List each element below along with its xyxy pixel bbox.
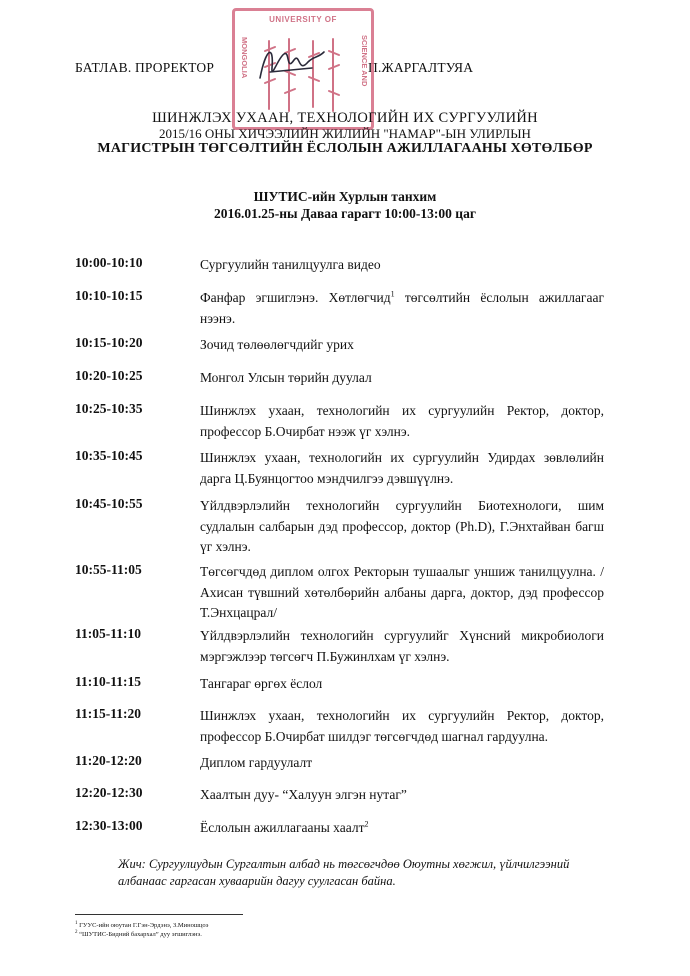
schedule-text: Төгсөгчдөд диплом олгох Ректорын тушаалыг уншиж танилцуулна. /Ахисан түвшний хөтөлбөрийн албаны дарга, доктор, дэд профессор Т.Энхцацрал/ <box>200 564 604 620</box>
footnote: $^2$ “ШУТИС-Бидний бахархал” дуу эгшиглэнэ. <box>75 930 202 939</box>
schedule-time: 10:45-10:55 <box>75 496 143 511</box>
schedule-text: Тангараг өргөх ёслол <box>200 676 323 691</box>
schedule-time: 11:05-11:10 <box>75 626 141 641</box>
schedule-time: 12:20-12:30 <box>75 785 143 800</box>
venue-datetime: 2016.01.25-ны Даваа гарагт 10:00-13:00 цаг <box>214 206 476 221</box>
schedule-time: 10:35-10:45 <box>75 448 143 463</box>
footnote: $^1$ ГУУС-ийн оюутан Г.Гэн-Эрдэнэ, З.Миношцоэ <box>75 921 209 930</box>
footnote-ref: 1 <box>390 289 395 299</box>
schedule-time: 10:20-10:25 <box>75 368 143 383</box>
schedule-text: Шинжлэх ухаан, технологийн их сургуулийн Ректор, доктор, профессор Б.Очирбат нээж үг хэлнэ. <box>200 403 604 439</box>
approval-label: БАТЛАВ. ПРОРЕКТОР <box>75 60 215 75</box>
header-line-2: 2015/16 ОНЫ ХИЧЭЭЛИЙН ЖИЛИЙН "НАМАР"-ЫН УЛИРЛЫН <box>159 126 531 141</box>
schedule-text: Диплом гардуулалт <box>200 755 313 770</box>
schedule-time: 11:20-12:20 <box>75 753 142 768</box>
note-text: Жич: Сургуулиудын Сургалтын албад нь төгсөгчдөө Оюутны хөгжил, үйлчилгээний албанаас гаргасан хуваарийн дагуу суулгасан байна. <box>118 857 570 888</box>
schedule-text: Ёслолын ажиллагааны хаалт$^2$ <box>200 819 369 835</box>
schedule-text: Шинжлэх ухаан, технологийн их сургуулийн Удирдах зөвлөлийн дарга Ц.Буянцогтоо мэндчилгээ дэвшүүлнэ. <box>200 450 604 486</box>
schedule-time: 12:30-13:00 <box>75 818 143 833</box>
schedule-text: Шинжлэх ухаан, технологийн их сургуулийн Ректор, доктор, профессор Б.Очирбат шилдэг төгсөгчдөд шагнал гардуулна. <box>200 708 604 744</box>
schedule-time: 11:15-11:20 <box>75 706 141 721</box>
schedule-text: Фанфар эгшиглэнэ. Хөтлөгчид$^1$ төгсөлтийн ёслолын ажиллагааг нээнэ. <box>200 289 604 326</box>
schedule-text: Сургуулийн танилцуулга видео <box>200 257 381 272</box>
schedule-time: 10:25-10:35 <box>75 401 143 416</box>
schedule-time: 10:10-10:15 <box>75 288 143 303</box>
schedule-text: Үйлдвэрлэлийн технологийн сургуулийн Биотехнологи, шим судлалын салбарын дэд профессор, доктор (Ph.D), Г.Энхтайван багш үг хэлнэ. <box>200 498 604 554</box>
footnote-divider <box>75 914 243 915</box>
stamp-left-text: MONGOLIA <box>240 37 249 79</box>
approver-name: П.ЖАРГАЛТУЯА <box>368 60 474 75</box>
schedule-text: Зочид төлөөлөгчдийг урих <box>200 337 354 352</box>
schedule-text: Хаалтын дуу- “Халуун элгэн нутаг” <box>200 787 407 802</box>
schedule-text: Үйлдвэрлэлийн технологийн сургуулийг Хүнсний микробиологи мэргэжлээр төгсөгч П.Бужинлхам үг хэлнэ. <box>200 628 604 664</box>
schedule-text: Монгол Улсын төрийн дуулал <box>200 370 372 385</box>
stamp-right-text: SCIENCE AND <box>360 35 369 87</box>
document-title: МАГИСТРЫН ТӨГСӨЛТИЙН ЁСЛОЛЫН АЖИЛЛАГААНЫ ХӨТӨЛБӨР <box>97 141 593 156</box>
header-line-1: ШИНЖЛЭХ УХААН, ТЕХНОЛОГИЙН ИХ СУРГУУЛИЙН <box>152 110 538 126</box>
schedule-time: 10:55-11:05 <box>75 562 142 577</box>
schedule-time: 10:00-10:10 <box>75 255 143 270</box>
footnote-ref: 2 <box>364 819 369 829</box>
venue-place: ШУТИС-ийн Хурлын танхим <box>253 189 437 204</box>
schedule-time: 11:10-11:15 <box>75 674 141 689</box>
schedule-time: 10:15-10:20 <box>75 335 143 350</box>
signature-icon <box>252 38 332 88</box>
stamp-top-text: UNIVERSITY OF <box>269 15 337 24</box>
